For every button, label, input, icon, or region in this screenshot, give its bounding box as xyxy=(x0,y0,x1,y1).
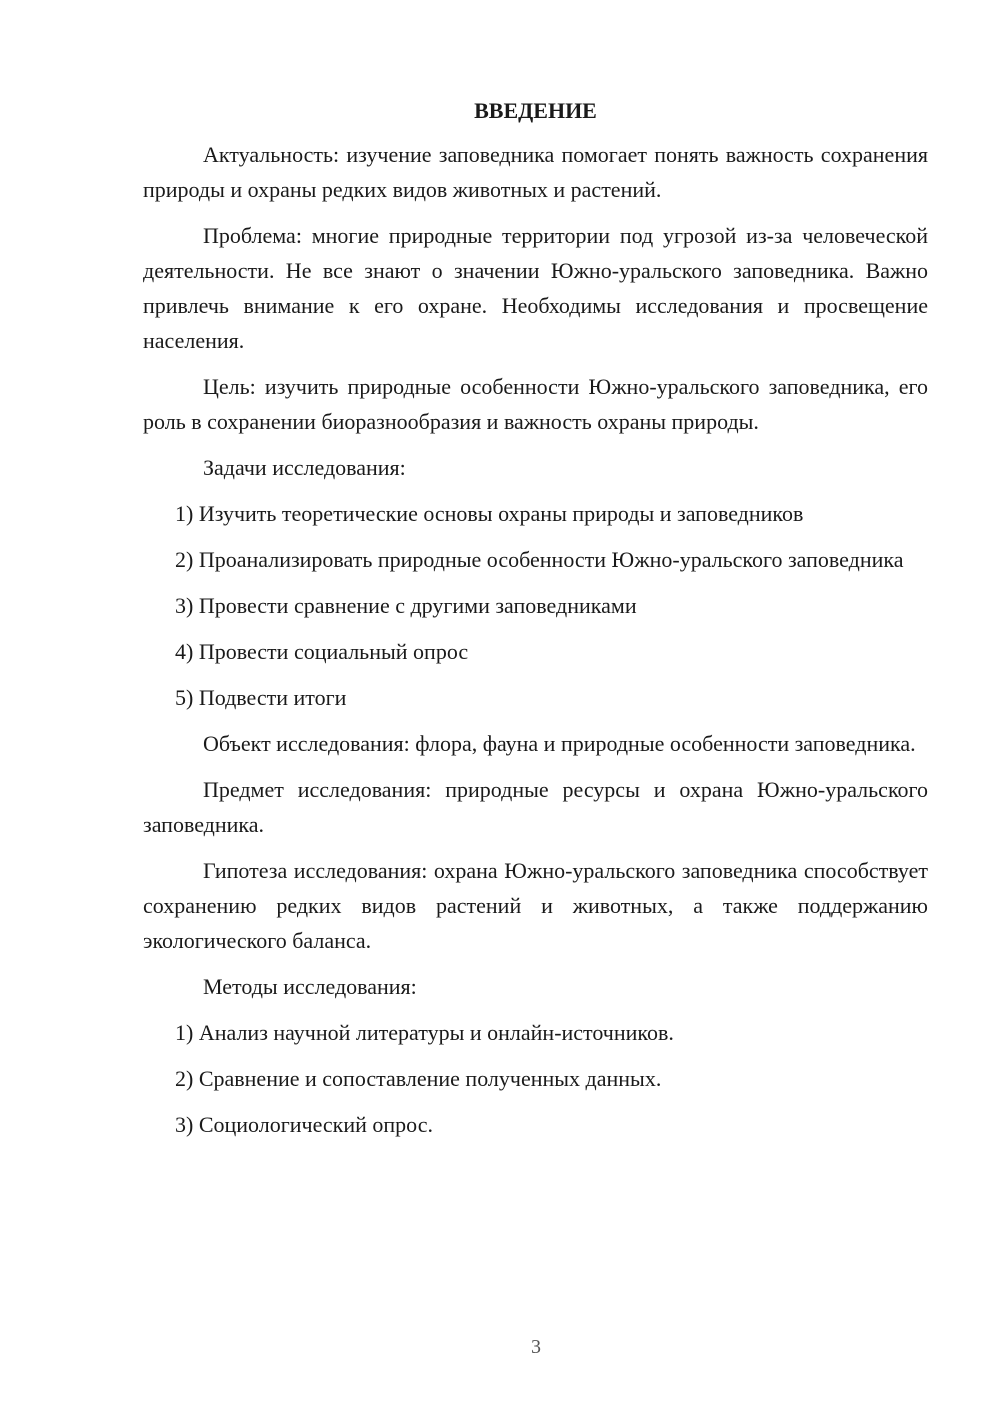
methods-heading: Методы исследования: xyxy=(203,974,417,999)
subject-paragraph: Предмет исследования: природные ресурсы и охрана Южно-уральского заповедника. xyxy=(143,777,928,837)
page-number: 3 xyxy=(531,1336,541,1358)
tasks-heading: Задачи исследования: xyxy=(203,455,406,480)
task-item: 2) Проанализировать природные особенности Южно-уральского заповедника xyxy=(175,547,904,572)
relevance-paragraph: Актуальность: изучение заповедника помогает понять важность сохранения природы и охраны редких видов животных и растений. xyxy=(143,142,928,202)
method-item: 2) Сравнение и сопоставление полученных данных. xyxy=(175,1066,662,1091)
task-item: 4) Провести социальный опрос xyxy=(175,639,469,664)
page-content xyxy=(143,94,928,1153)
method-item: 3) Социологический опрос. xyxy=(175,1112,433,1137)
method-item: 1) Анализ научной литературы и онлайн-источников. xyxy=(175,1020,674,1045)
object-paragraph: Объект исследования: флора, фауна и природные особенности заповедника. xyxy=(203,731,916,756)
page-title: ВВЕДЕНИЕ xyxy=(474,98,597,123)
problem-paragraph: Проблема: многие природные территории под угрозой из-за человеческой деятельности. Не все знают о значении Южно-уральского заповедника. Важно привлечь внимание к его охране. Необходимы исследования и просвещение населения. xyxy=(143,223,928,353)
hypothesis-paragraph: Гипотеза исследования: охрана Южно-уральского заповедника способствует сохранению редких видов растений и животных, а также поддержанию экологического баланса. xyxy=(143,858,928,953)
goal-paragraph: Цель: изучить природные особенности Южно-уральского заповедника, его роль в сохранении биоразнообразия и важность охраны природы. xyxy=(143,374,928,434)
task-item: 5) Подвести итоги xyxy=(175,685,347,710)
task-item: 3) Провести сравнение с другими заповедниками xyxy=(175,593,637,618)
task-item: 1) Изучить теоретические основы охраны природы и заповедников xyxy=(175,501,804,526)
